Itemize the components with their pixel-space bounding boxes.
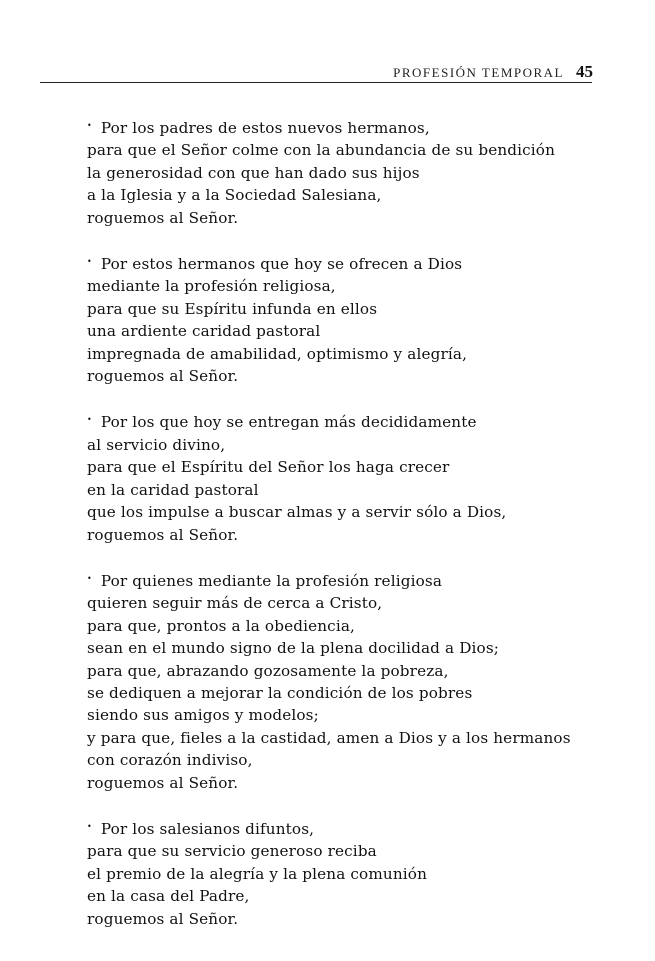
petition-text: para que su Espíritu infunda en ellos bbox=[87, 299, 378, 318]
petition-text: para que su servicio generoso reciba bbox=[87, 842, 377, 861]
petition-text: Por los padres de estos nuevos hermanos, bbox=[100, 119, 430, 137]
petition-text: para que, prontos a la obediencia, bbox=[87, 616, 356, 635]
section-title: PROFESIÓN TEMPORAL bbox=[393, 65, 564, 80]
petition-line bbox=[87, 139, 647, 161]
petition-line bbox=[87, 816, 647, 840]
petition-text: roguemos al Señor. bbox=[87, 367, 239, 386]
petition-line bbox=[87, 365, 647, 387]
petition-text: mediante la profesión religiosa, bbox=[87, 277, 336, 296]
petition-text: con corazón indiviso, bbox=[87, 751, 253, 770]
petition-text: una ardiente caridad pastoral bbox=[87, 322, 321, 341]
petition-line bbox=[87, 298, 647, 320]
petition-text: roguemos al Señor. bbox=[87, 208, 239, 227]
petition-paragraph bbox=[87, 409, 647, 545]
petition-text: para que, abrazando gozosamente la pobreza, bbox=[87, 661, 449, 680]
petition-text: para que el Señor colme con la abundancia de su bendición bbox=[87, 141, 556, 160]
petition-line bbox=[87, 251, 647, 275]
petition-text: se dediquen a mejorar la condición de los pobres bbox=[87, 683, 473, 702]
petition-text: el premio de la alegría y la plena comunión bbox=[87, 864, 427, 883]
petition-line bbox=[87, 501, 647, 523]
petition-line bbox=[87, 637, 647, 659]
petition-line bbox=[87, 434, 647, 456]
petition-line bbox=[87, 456, 647, 478]
petition-line bbox=[87, 115, 647, 139]
petition-line bbox=[87, 840, 647, 862]
petition-line bbox=[87, 162, 647, 184]
petition-line bbox=[87, 885, 647, 907]
header-rule bbox=[40, 82, 592, 83]
petition-line bbox=[87, 479, 647, 501]
petition-text: Por quienes mediante la profesión religiosa bbox=[100, 571, 443, 590]
petition-line bbox=[87, 772, 647, 794]
petition-text: impregnada de amabilidad, optimismo y alegría, bbox=[87, 344, 468, 363]
petition-text: roguemos al Señor. bbox=[87, 773, 239, 792]
petition-line bbox=[87, 749, 647, 771]
petition-line bbox=[87, 863, 647, 885]
petition-text: siendo sus amigos y modelos; bbox=[87, 706, 319, 725]
page-number: 45 bbox=[576, 62, 593, 81]
petition-line bbox=[87, 320, 647, 342]
petition-text: en la casa del Padre, bbox=[87, 887, 250, 906]
petition-line bbox=[87, 184, 647, 206]
petition-text: Por los salesianos difuntos, bbox=[100, 819, 315, 838]
petition-text: roguemos al Señor. bbox=[87, 909, 239, 928]
petition-line bbox=[87, 275, 647, 297]
petition-text: y para que, fieles a la castidad, amen a Dios y a los hermanos bbox=[87, 728, 571, 747]
petition-text: quieren seguir más de cerca a Cristo, bbox=[87, 594, 383, 613]
petition-line bbox=[87, 682, 647, 704]
petition-text: al servicio divino, bbox=[87, 435, 226, 454]
petition-text: a la Iglesia y a la Sociedad Salesiana, bbox=[87, 186, 382, 205]
petition-line bbox=[87, 727, 647, 749]
petition-line bbox=[87, 524, 647, 546]
petition-line bbox=[87, 343, 647, 365]
petition-line bbox=[87, 207, 647, 229]
petition-paragraph bbox=[87, 251, 647, 387]
bullet-icon: • bbox=[87, 257, 92, 267]
petitions-list bbox=[87, 115, 647, 952]
petition-text: para que el Espíritu del Señor los haga crecer bbox=[87, 458, 450, 477]
bullet-icon: • bbox=[87, 121, 92, 130]
bullet-icon: • bbox=[87, 573, 92, 583]
petition-text: roguemos al Señor. bbox=[87, 525, 239, 544]
running-header bbox=[393, 62, 593, 82]
petition-line bbox=[87, 568, 647, 592]
petition-paragraph bbox=[87, 568, 647, 794]
bullet-icon: • bbox=[87, 415, 92, 425]
petition-paragraph bbox=[87, 816, 647, 930]
bullet-icon: • bbox=[87, 821, 92, 831]
petition-text: la generosidad con que han dado sus hijos bbox=[87, 163, 420, 182]
petition-line bbox=[87, 409, 647, 433]
petition-line bbox=[87, 592, 647, 614]
petition-line bbox=[87, 660, 647, 682]
petition-text: Por estos hermanos que hoy se ofrecen a Dios bbox=[100, 255, 463, 274]
petition-text: en la caridad pastoral bbox=[87, 480, 259, 499]
petition-line bbox=[87, 615, 647, 637]
petition-text: sean en el mundo signo de la plena docilidad a Dios; bbox=[87, 639, 500, 658]
petition-text: Por los que hoy se entregan más decididamente bbox=[100, 413, 477, 432]
petition-line bbox=[87, 908, 647, 930]
petition-text: que los impulse a buscar almas y a servir sólo a Dios, bbox=[87, 503, 507, 522]
petition-paragraph bbox=[87, 115, 647, 229]
petition-line bbox=[87, 704, 647, 726]
